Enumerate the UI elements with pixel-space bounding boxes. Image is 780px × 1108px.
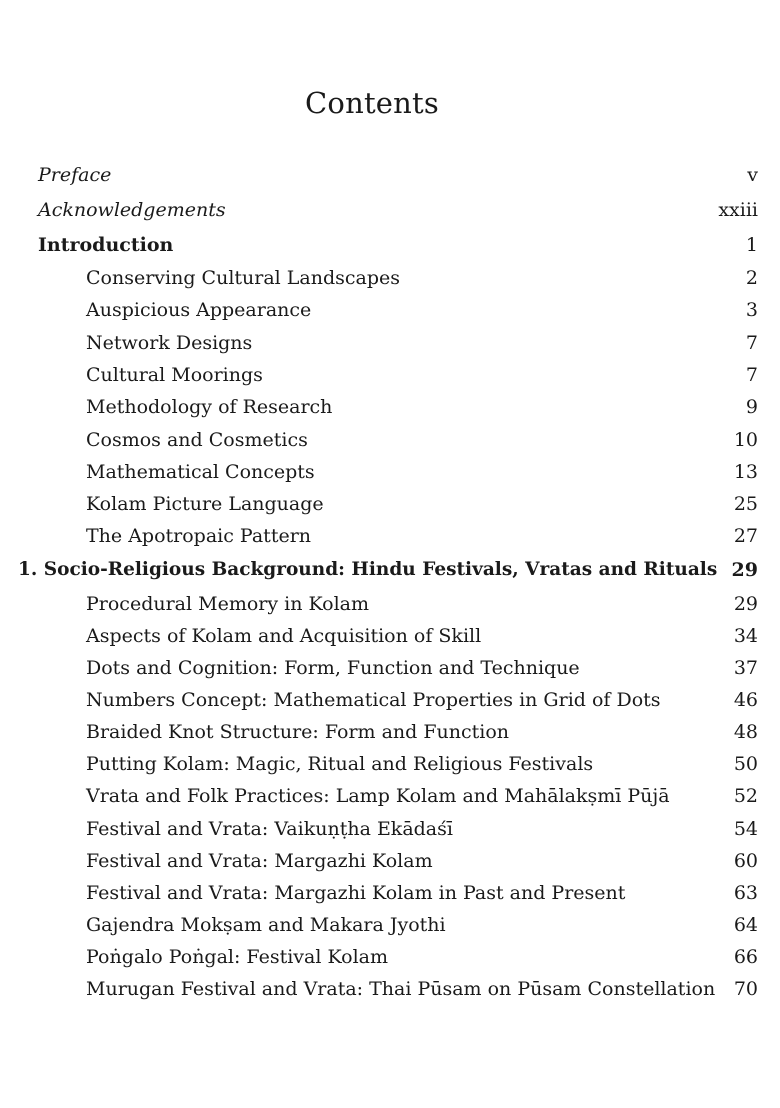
toc-entry <box>0 521 780 551</box>
toc-entry-label: Braided Knot Structure: Form and Function <box>86 721 510 743</box>
toc-page-number: 52 <box>733 785 758 807</box>
toc-page-number: 27 <box>733 525 758 547</box>
toc-page-number: 25 <box>733 493 758 515</box>
toc-entry <box>0 392 780 422</box>
toc-entry <box>0 910 780 940</box>
toc-page-number: 37 <box>733 657 758 679</box>
toc-page-number: 7 <box>745 364 758 386</box>
toc-entry-preface <box>0 160 780 190</box>
toc-entry-label: Numbers Concept: Mathematical Properties in Grid of Dots <box>86 689 661 711</box>
toc-entry <box>0 685 780 715</box>
toc-page-number: v <box>747 164 758 186</box>
toc-entry-label: Preface <box>38 164 112 186</box>
toc-entry-label: 1. Socio-Religious Background: Hindu Festivals, Vratas and Rituals <box>18 559 718 580</box>
toc-entry <box>0 360 780 390</box>
toc-page-number: 50 <box>733 753 758 775</box>
toc-entry <box>0 489 780 519</box>
toc-entry-label: Mathematical Concepts <box>86 461 315 483</box>
toc-entry <box>0 974 780 1004</box>
toc-entry-label: Conserving Cultural Landscapes <box>86 267 401 289</box>
toc-page-number: 3 <box>745 299 758 321</box>
toc-entry-acknowledgements <box>0 195 780 225</box>
page-title: Contents <box>305 86 439 120</box>
toc-entry <box>0 781 780 811</box>
toc-entry-label: Cultural Moorings <box>86 364 263 386</box>
toc-entry <box>0 295 780 325</box>
toc-page-number: 60 <box>733 850 758 872</box>
toc-entry <box>0 589 780 619</box>
toc-page-number: 66 <box>733 946 758 968</box>
toc-page-number: 29 <box>733 593 758 615</box>
toc-entry <box>0 878 780 908</box>
toc-page-number: 63 <box>733 882 758 904</box>
toc-entry-label: Procedural Memory in Kolam <box>86 593 370 615</box>
toc-entry <box>0 328 780 358</box>
toc-entry-label: Network Designs <box>86 332 253 354</box>
toc-entry <box>0 717 780 747</box>
toc-entry-label: Putting Kolam: Magic, Ritual and Religious Festivals <box>86 753 594 775</box>
toc-entry <box>0 621 780 651</box>
toc-page-number: 10 <box>733 429 758 451</box>
toc-page-number: 7 <box>745 332 758 354</box>
toc-entry-label: Festival and Vrata: Margazhi Kolam <box>86 850 433 872</box>
toc-page-number: 70 <box>733 978 758 1000</box>
toc-entry-label: Acknowledgements <box>38 199 226 221</box>
toc-entry-label: Festival and Vrata: Vaikuṇṭha Ekādaśī <box>86 818 453 840</box>
toc-entry-label: Dots and Cognition: Form, Function and Technique <box>86 657 580 679</box>
toc-page-number: 54 <box>733 818 758 840</box>
toc-chapter-1 <box>0 555 780 585</box>
toc-entry-label: Introduction <box>38 234 174 256</box>
toc-entry-label: Methodology of Research <box>86 396 333 418</box>
toc-entry <box>0 653 780 683</box>
toc-page-number: 29 <box>731 559 758 581</box>
toc-entry-label: Vrata and Folk Practices: Lamp Kolam and Mahālakṣmī Pūjā <box>86 785 670 807</box>
toc-page-number: 9 <box>745 396 758 418</box>
toc-page-number: 48 <box>733 721 758 743</box>
toc-entry-label: The Apotropaic Pattern <box>86 525 312 547</box>
toc-page-number: 64 <box>733 914 758 936</box>
toc-page-number: 34 <box>733 625 758 647</box>
toc-entry-label: Poṅgalo Poṅgal: Festival Kolam <box>86 946 389 968</box>
toc-entry-label: Murugan Festival and Vrata: Thai Pūsam on Pūsam Constellation <box>86 978 716 1000</box>
toc-entry-label: Kolam Picture Language <box>86 493 324 515</box>
toc-entry <box>0 457 780 487</box>
toc-entry-label: Gajendra Mokṣam and Makara Jyothi <box>86 914 446 936</box>
toc-entry-introduction <box>0 230 780 260</box>
toc-page-number: 46 <box>733 689 758 711</box>
toc-entry-label: Festival and Vrata: Margazhi Kolam in Past and Present <box>86 882 626 904</box>
toc-entry-label: Aspects of Kolam and Acquisition of Skill <box>86 625 482 647</box>
toc-entry <box>0 749 780 779</box>
toc-entry <box>0 942 780 972</box>
toc-entry <box>0 263 780 293</box>
toc-page-number: 13 <box>733 461 758 483</box>
toc-page-number: xxiii <box>718 199 758 221</box>
toc-page-number: 1 <box>745 234 758 256</box>
toc-entry-label: Cosmos and Cosmetics <box>86 429 308 451</box>
toc-entry <box>0 814 780 844</box>
toc-entry <box>0 425 780 455</box>
toc-entry <box>0 846 780 876</box>
toc-page-number: 2 <box>745 267 758 289</box>
toc-entry-label: Auspicious Appearance <box>86 299 312 321</box>
